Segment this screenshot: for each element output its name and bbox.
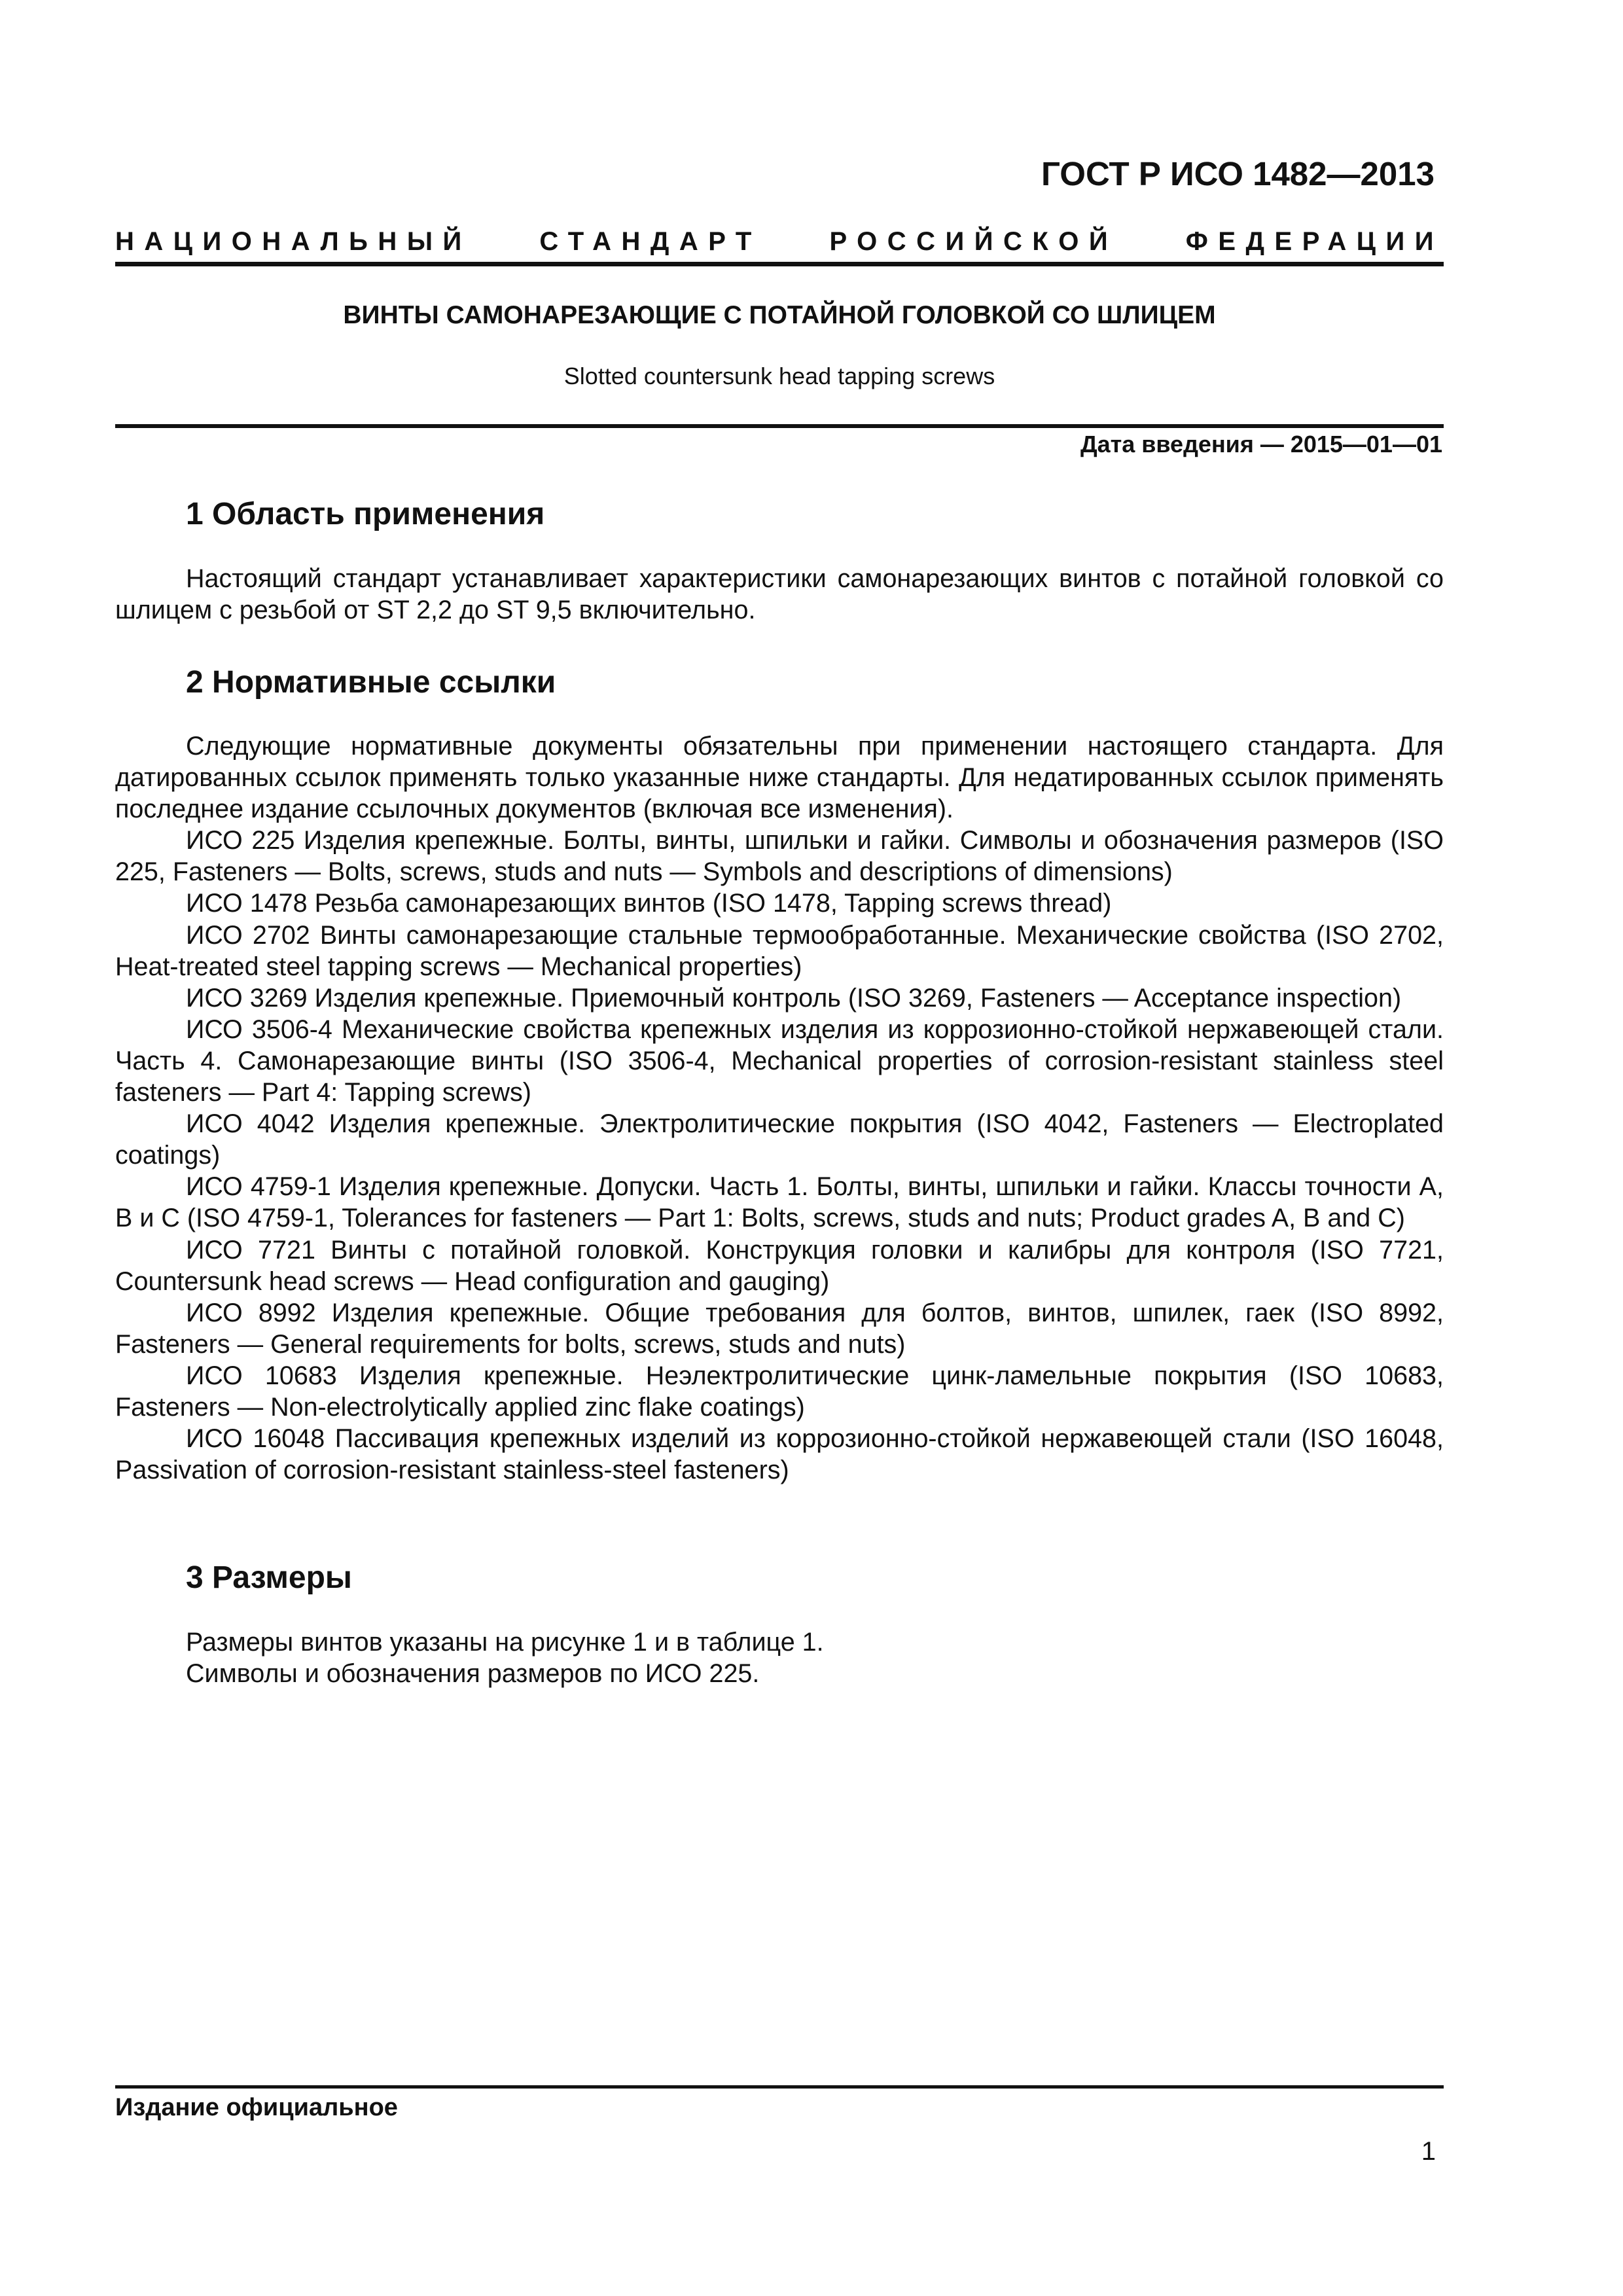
footer-divider bbox=[115, 2085, 1444, 2089]
title-divider bbox=[115, 424, 1444, 428]
reference-item: ИСО 10683 Изделия крепежные. Неэлектролитические цинк-ламельные покрытия (ISO 10683, Fasteners — Non-electrolytically applied zinc flake coatings) bbox=[115, 1361, 1444, 1422]
reference-item: ИСО 3269 Изделия крепежные. Приемочный контроль (ISO 3269, Fasteners — Acceptance inspection) bbox=[186, 983, 1402, 1013]
reference-item: ИСО 7721 Винты с потайной головкой. Конструкция головки и калибры для контроля (ISO 7721, Countersunk head screws — Head configuration and gauging) bbox=[115, 1235, 1444, 1296]
paragraph: Настоящий стандарт устанавливает характеристики самонарезающих винтов с потайной головкой со шлицем с резьбой от ST 2,2 до ST 9,5 включительно. bbox=[115, 564, 1444, 625]
banner-word: СТАНДАРТ bbox=[539, 227, 762, 256]
section-heading-dimensions: 3 Размеры bbox=[186, 1560, 352, 1595]
section-body-normative-references bbox=[115, 730, 1444, 1486]
edition-label: Издание официальное bbox=[115, 2094, 398, 2121]
reference-item: ИСО 4042 Изделия крепежные. Электролитические покрытия (ISO 4042, Fasteners — Electroplated coatings) bbox=[115, 1109, 1444, 1170]
introduction-date: Дата введения — 2015—01—01 bbox=[1080, 431, 1442, 457]
document-title-en: Slotted countersunk head tapping screws bbox=[563, 363, 995, 389]
reference-item: ИСО 8992 Изделия крепежные. Общие требования для болтов, винтов, шпилек, гаек (ISO 8992, Fasteners — General requirements for bolts, screws, studs and nuts) bbox=[115, 1298, 1444, 1359]
national-standard-banner bbox=[115, 227, 1444, 257]
banner-word: ФЕДЕРАЦИИ bbox=[1185, 227, 1444, 256]
section-heading-scope: 1 Область применения bbox=[186, 497, 545, 531]
reference-item: ИСО 4759-1 Изделия крепежные. Допуски. Часть 1. Болты, винты, шпильки и гайки. Классы точности А, В и С (ISO 4759-1, Tolerances for fasteners — Part 1: Bolts, screws, studs and nuts; Product grades A, B and C) bbox=[115, 1172, 1444, 1233]
reference-item: ИСО 16048 Пассивация крепежных изделий из коррозионно-стойкой нержавеющей стали (ISO 16048, Passivation of corrosion-resistant stainless-steel fasteners) bbox=[115, 1424, 1444, 1485]
document-title-ru: ВИНТЫ САМОНАРЕЗАЮЩИЕ С ПОТАЙНОЙ ГОЛОВКОЙ СО ШЛИЦЕМ bbox=[343, 301, 1216, 329]
reference-item: ИСО 1478 Резьба самонарезающих винтов (ISO 1478, Tapping screws thread) bbox=[186, 889, 1112, 918]
banner-word: НАЦИОНАЛЬНЫЙ bbox=[115, 227, 472, 256]
reference-item: ИСО 3506-4 Механические свойства крепежных изделия из коррозионно-стойкой нержавеющей стали. Часть 4. Самонарезающие винты (ISO 3506-4, Mechanical properties of corrosion-resistant stainless steel fasteners — Part 4: Tapping screws) bbox=[115, 1014, 1444, 1107]
banner-word: РОССИЙСКОЙ bbox=[829, 227, 1118, 256]
paragraph: Размеры винтов указаны на рисунке 1 и в таблице 1. bbox=[186, 1628, 824, 1657]
paragraph: Следующие нормативные документы обязательны при применении настоящего стандарта. Для датированных ссылок применять только указанные ниже стандарты. Для недатированных ссылок применять последнее издание ссылочных документов (включая все изменения). bbox=[115, 732, 1444, 824]
reference-item: ИСО 2702 Винты самонарезающие стальные термообработанные. Механические свойства (ISO 2702, Heat-treated steel tapping screws — Mechanical properties) bbox=[115, 920, 1444, 981]
reference-item: ИСО 225 Изделия крепежные. Болты, винты, шпильки и гайки. Символы и обозначения размеров (ISO 225, Fasteners — Bolts, screws, studs and nuts — Symbols and descriptions of dimensions) bbox=[115, 826, 1444, 887]
top-divider bbox=[115, 262, 1444, 266]
section-body-scope bbox=[115, 563, 1444, 626]
document-code: ГОСТ Р ИСО 1482—2013 bbox=[1041, 155, 1435, 192]
section-body-dimensions bbox=[115, 1626, 1444, 1689]
paragraph: Символы и обозначения размеров по ИСО 225. bbox=[186, 1659, 760, 1689]
section-heading-normative-references: 2 Нормативные ссылки bbox=[186, 665, 556, 700]
page-number: 1 bbox=[1421, 2137, 1436, 2166]
